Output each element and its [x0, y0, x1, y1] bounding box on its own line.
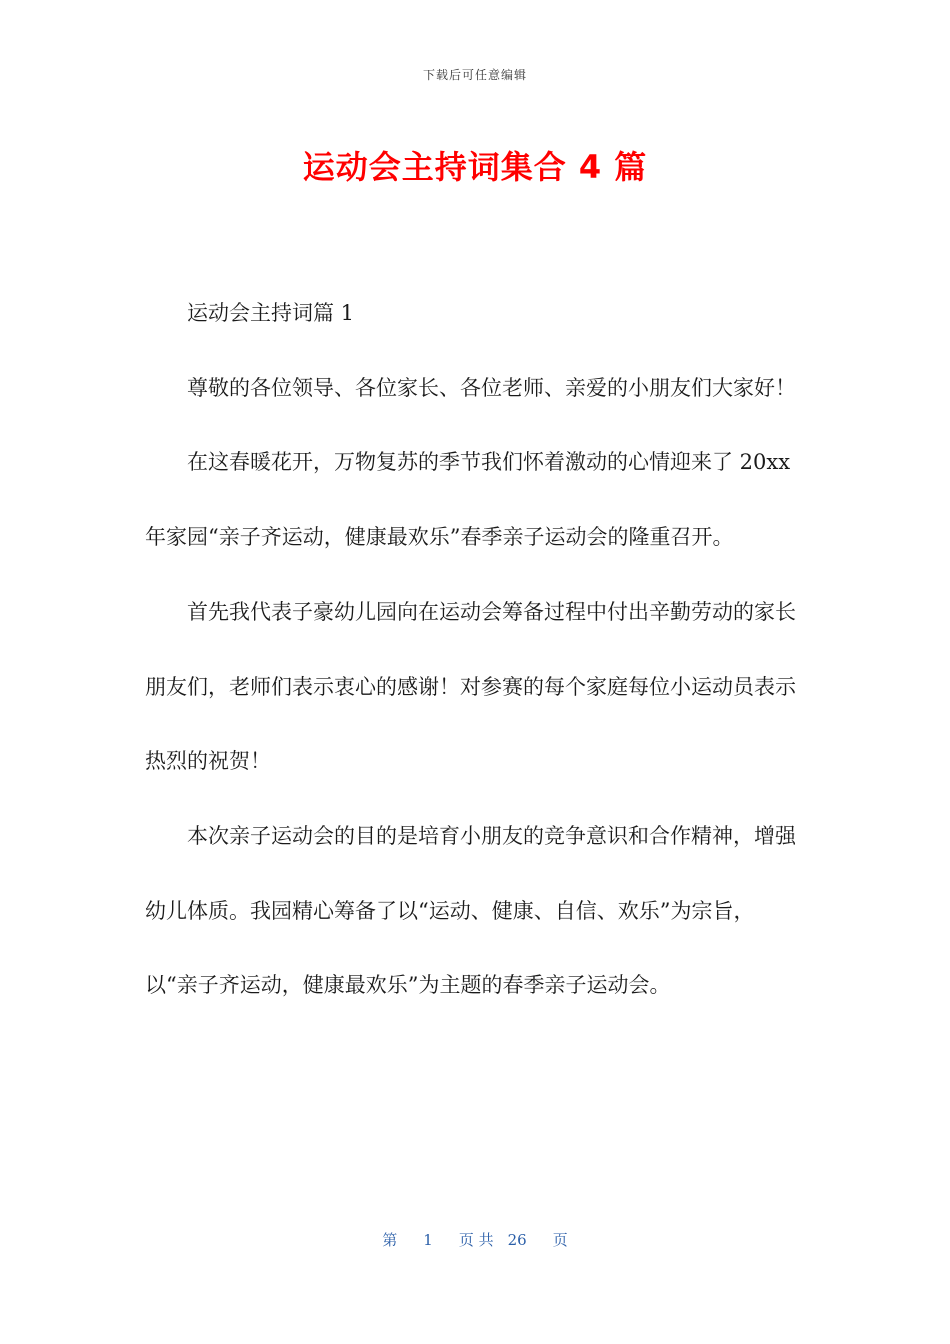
paragraph: 首先我代表子豪幼儿园向在运动会筹备过程中付出辛勤劳动的家长朋友们，老师们表示衷心的感谢！对参赛的每个家庭每位小运动员表示热烈的祝贺！: [145, 599, 796, 774]
paragraph: 尊敬的各位领导、各位家长、各位老师、亲爱的小朋友们大家好！: [187, 375, 796, 400]
page-footer: [0, 1229, 950, 1250]
current-page: 1: [423, 1231, 433, 1249]
page-suffix: 页: [552, 1231, 568, 1249]
paragraph: 本次亲子运动会的目的是培育小朋友的竞争意识和合作精神，增强幼儿体质。我园精心筹备了以“运动、健康、自信、欢乐”为宗旨，以“亲子齐运动，健康最欢乐”为主题的春季亲子运动会。: [145, 823, 796, 998]
page-middle: 页 共: [458, 1231, 494, 1249]
page-prefix: 第: [382, 1231, 398, 1249]
paragraph: 在这春暖花开，万物复苏的季节我们怀着激动的心情迎来了 20xx 年家园“亲子齐运动，健康最欢乐”春季亲子运动会的隆重召开。: [145, 450, 791, 550]
document-body: [145, 276, 805, 1023]
section-heading: 运动会主持词篇 1: [187, 301, 355, 325]
total-pages: 26: [507, 1231, 527, 1249]
document-title: 运动会主持词集合 4 篇: [302, 148, 648, 186]
header-note: 下载后可任意编辑: [422, 68, 527, 82]
